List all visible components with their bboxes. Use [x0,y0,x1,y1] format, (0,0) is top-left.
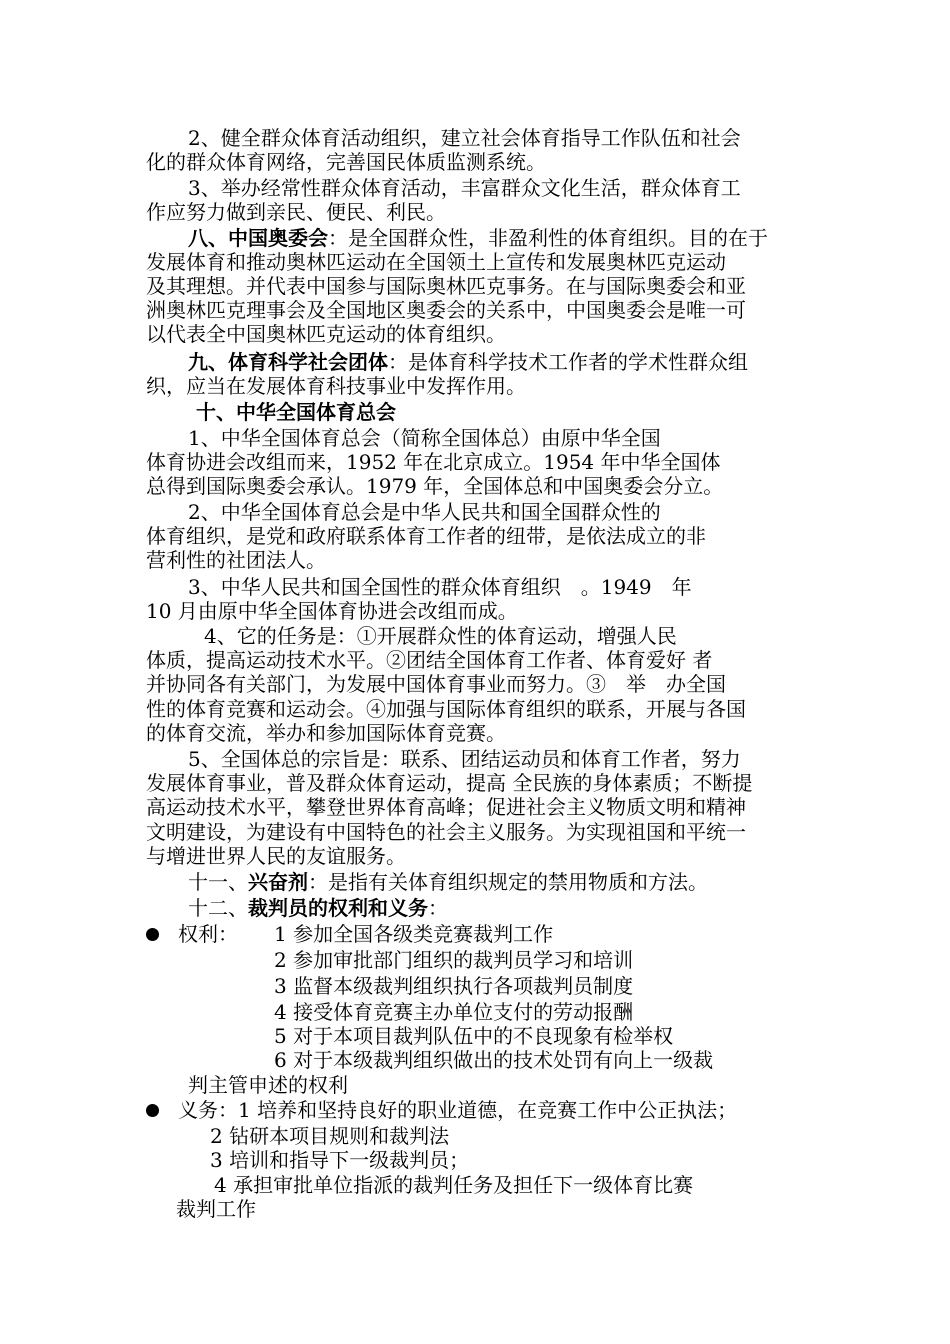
rights-item: 4 接受体育竞赛主办单位支付的劳动报酬 [274,1000,634,1024]
section-10-item-4-line: 性的体育竞赛和运动会。④加强与国际体育组织的联系，开展与各国 [146,697,746,721]
section-8-line: 发展体育和推动奥林匹运动在全国领土上宣传和发展奥林匹克运动 [146,250,726,274]
section-11-text: ：是指有关体育组织规定的禁用物质和方法。 [308,870,708,894]
section-8-heading: 八、中国奥委会 [188,226,328,250]
section-12-heading-line [188,896,448,920]
section-11-prefix: 十一、 [188,870,248,894]
section-9-text: ：是体育科学技术工作者的学术性群众组 [388,350,748,374]
section-8-line: 及其理想。并代表中国参与国际奥林匹克事务。在与国际奥委会和亚 [146,274,746,298]
section-9-line: 织，应当在发展体育科技事业中发挥作用。 [146,374,526,398]
section-8-first-line [188,226,768,250]
section-10-item-5-line: 发展体育事业，普及群众体育运动，提高 全民族的身体素质；不断提 [146,771,753,795]
section-8-line: 以代表全中国奥林匹克运动的体育组织。 [146,322,506,346]
paragraph-2-line-2: 化的群众体育网络，完善国民体质监测系统。 [146,150,546,174]
duties-label: 义务： [178,1098,238,1122]
section-10-item-5-line: 高运动技术水平，攀登世界体育高峰；促进社会主义物质文明和精神 [146,795,746,819]
section-10-item-4-line: 的体育交流，举办和参加国际体育竞赛。 [146,721,506,745]
rights-item: 3 监督本级裁判组织执行各项裁判员制度 [274,974,634,998]
duties-bullet [146,1104,159,1117]
section-10-item-1-line: 体育协进会改组而来，1952 年在北京成立。1954 年中华全国体 [146,450,721,474]
duties-item: 3 培训和指导下一级裁判员； [210,1148,470,1172]
section-10-item-1-line: 1、中华全国体育总会（简称全国体总）由原中华全国 [188,426,661,450]
paragraph-3-line-1: 3、举办经常性群众体育活动，丰富群众文化生活，群众体育工 [188,176,741,200]
section-10-item-2-line: 营利性的社团法人。 [146,548,326,572]
duties-item: 1 培养和坚持良好的职业道德，在竞赛工作中公正执法； [238,1098,738,1122]
section-10-item-4-line: 并协同各有关部门，为发展中国体育事业而努力。③ 举 办全国 [146,672,726,696]
duties-item: 4 承担审批单位指派的裁判任务及担任下一级体育比赛 [214,1173,694,1197]
section-10-item-3-line: 3、中华人民共和国全国性的群众体育组织 。1949 年 [188,575,692,599]
section-8-line: 洲奥林匹克理事会及全国地区奥委会的关系中，中国奥委会是唯一可 [146,298,746,322]
section-10-item-2-line: 体育组织，是党和政府联系体育工作者的纽带，是依法成立的非 [146,524,706,548]
section-12-prefix: 十二、 [188,896,248,920]
paragraph-3-line-2: 作应努力做到亲民、便民、利民。 [146,200,446,224]
section-10-item-5-line: 文明建设，为建设有中国特色的社会主义服务。为实现祖国和平统一 [146,820,746,844]
section-9-heading: 九、体育科学社会团体 [188,350,388,374]
section-10-item-4-line: 体质，提高运动技术水平。②团结全国体育工作者、体育爱好 者 [146,648,713,672]
rights-item: 5 对于本项目裁判队伍中的不良现象有检举权 [274,1024,674,1048]
section-9-first-line [188,350,748,374]
rights-item: 1 参加全国各级类竞赛裁判工作 [274,922,554,946]
section-11-line [188,870,708,894]
paragraph-2-line-1: 2、健全群众体育活动组织，建立社会体育指导工作队伍和社会 [188,126,741,150]
rights-label: 权利： [178,922,238,946]
rights-item: 6 对于本级裁判组织做出的技术处罚有向上一级裁 [274,1048,714,1072]
section-10-item-4-line: 4、它的任务是：①开展群众性的体育运动，增强人民 [204,624,677,648]
section-10-item-1-line: 总得到国际奥委会承认。1979 年，全国体总和中国奥委会分立。 [146,474,724,498]
section-10-item-5-line: 5、全国体总的宗旨是：联系、团结运动员和体育工作者，努力 [188,747,741,771]
rights-bullet [146,928,159,941]
rights-item-continuation: 判主管申述的权利 [188,1073,348,1097]
section-10-item-5-line: 与增进世界人民的友谊服务。 [146,844,406,868]
duties-item: 2 钻研本项目规则和裁判法 [210,1124,450,1148]
section-11-heading: 兴奋剂 [248,870,308,894]
rights-item: 2 参加审批部门组织的裁判员学习和培训 [274,948,634,972]
section-12-colon: ： [428,896,448,920]
section-10-heading: 十、中华全国体育总会 [196,400,396,424]
duties-item-continuation: 裁判工作 [176,1197,256,1221]
section-10-item-3-line: 10 月由原中华全国体育协进会改组而成。 [146,599,518,623]
section-10-item-2-line: 2、中华全国体育总会是中华人民共和国全国群众性的 [188,500,661,524]
section-8-text: ：是全国群众性，非盈利性的体育组织。目的在于 [328,226,768,250]
section-12-heading: 裁判员的权利和义务 [248,896,428,920]
